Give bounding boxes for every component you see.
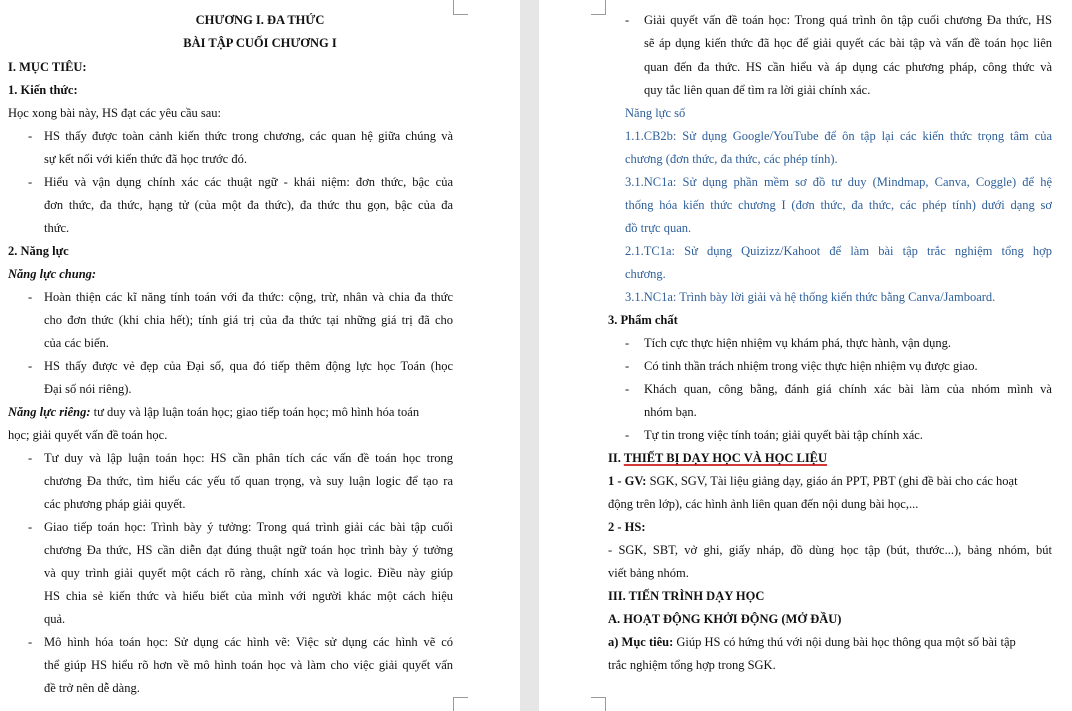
subheading-nang-luc: 2. Năng lực	[8, 244, 69, 258]
bullet-text: đơn thức, đa thức, hạng tử (của một đa thức), đa thức thu gọn, bậc của đa	[44, 198, 453, 212]
margin-corner-marker	[591, 697, 606, 711]
inline-label: a) Mục tiêu:	[608, 635, 674, 649]
bullet-text: Mô hình hóa toán học: Sử dụng các hình vẽ: Việc sử dụng các hình vẽ có	[44, 635, 453, 649]
bullet-dash: -	[28, 451, 33, 465]
bullet-text: Tự tin trong việc tính toán; giải quyết bài tập chính xác.	[644, 428, 923, 442]
section-heading-thiet-bi	[608, 451, 827, 466]
bullet-text: Tích cực thực hiện nhiệm vụ khám phá, thực hành, vận dụng.	[644, 336, 952, 350]
subheading-nang-luc-chung: Năng lực chung:	[8, 267, 97, 281]
bullet-dash: -	[625, 13, 630, 27]
bullet-text: chương Đa thức, tìm hiểu các yếu tố quan trọng, và suy luận logic để tạo ra	[44, 474, 453, 488]
paragraph-nang-luc-rieng	[8, 405, 453, 420]
bullet-text: Giao tiếp toán học: Trình bày ý tưởng: Trong quá trình giải các bài tập cuối	[44, 520, 453, 534]
lesson-title: BÀI TẬP CUỐI CHƯƠNG I	[183, 36, 337, 50]
paragraph-muc-tieu	[608, 635, 1052, 650]
subheading-hs: 2 - HS:	[608, 520, 646, 534]
digital-competence-text: 3.1.NC1a: Trình bày lời giải và hệ thống kiến thức bằng Canva/Jamboard.	[625, 290, 996, 304]
paragraph-text: động trên lớp), các hình ảnh liên quan đến nội dung bài học,...	[608, 497, 919, 511]
section-title-underlined: THIẾT BỊ DẠY HỌC VÀ HỌC LIỆU	[623, 451, 828, 465]
bullet-text: Đại số nói riêng).	[44, 382, 132, 396]
section-heading-tien-trinh: III. TIẾN TRÌNH DẠY HỌC	[608, 589, 765, 603]
inline-text: SGK, SGV, Tài liệu giảng dạy, giáo án PPT, PBT (ghi đề bài cho các hoạt	[646, 474, 1018, 488]
bullet-text: Hoàn thiện các kĩ năng tính toán với đa thức: cộng, trừ, nhân và chia đa thức	[44, 290, 453, 304]
bullet-text: chương Đa thức, HS cần diễn đạt đúng thuật ngữ toán học trình bày ý tưởng	[44, 543, 453, 557]
bullet-dash: -	[28, 290, 33, 304]
bullet-text: cho đơn thức (khi chia hết); tính giá trị của đa thức tại những giá trị đã cho	[44, 313, 453, 327]
bullet-dash: -	[28, 129, 33, 143]
bullet-text: thức.	[44, 221, 70, 235]
document-page-right	[539, 0, 1072, 711]
digital-competence-text: đồ trực quan.	[625, 221, 692, 235]
digital-competence-text: chương.	[625, 267, 666, 281]
chapter-title: CHƯƠNG I. ĐA THỨC	[195, 13, 325, 27]
bullet-text: HS chia sẻ kiến thức và hiểu biết của mình với người khác một cách hiệu	[44, 589, 453, 603]
bullet-dash: -	[625, 336, 630, 350]
bullet-dash: -	[28, 520, 33, 534]
inline-label: Năng lực riêng:	[8, 405, 91, 419]
margin-corner-marker	[453, 697, 468, 711]
bullet-dash: -	[28, 359, 33, 373]
document-page-left	[0, 0, 520, 711]
margin-corner-marker	[591, 0, 606, 15]
bullet-text: Khách quan, công bằng, đánh giá chính xác bài làm của nhóm mình và	[644, 382, 1052, 396]
section-number: II.	[608, 451, 624, 465]
subheading-kien-thuc: 1. Kiến thức:	[8, 83, 78, 97]
bullet-text: Hiểu và vận dụng chính xác các thuật ngữ - khái niệm: đơn thức, bậc của	[44, 175, 453, 189]
bullet-text: của các biến.	[44, 336, 109, 350]
bullet-dash: -	[28, 175, 33, 189]
bullet-text: HS thấy được toàn cảnh kiến thức trong chương, các quan hệ giữa chúng và	[44, 129, 453, 143]
bullet-text: Có tinh thần trách nhiệm trong việc thực hiện nhiệm vụ được giao.	[644, 359, 978, 373]
bullet-text: quy tắc liên quan để tìm ra lời giải chính xác.	[644, 83, 871, 97]
bullet-dash: -	[625, 382, 630, 396]
bullet-text: Giải quyết vấn đề toán học: Trong quá trình ôn tập cuối chương Đa thức, HS	[644, 13, 1052, 27]
inline-text: tư duy và lập luận toán học; giao tiếp toán học; mô hình hóa toán	[90, 405, 420, 419]
bullet-text: thể giúp HS hiểu rõ hơn về mô hình toán học và làm cho việc giải quyết vấn	[44, 658, 453, 672]
bullet-dash: -	[625, 359, 630, 373]
paragraph-text: Học xong bài này, HS đạt các yêu cầu sau:	[8, 106, 222, 120]
bullet-dash: -	[625, 428, 630, 442]
bullet-text: và quy trình giải quyết một cách rõ ràng, chính xác và logic. Điều này giúp	[44, 566, 453, 580]
inline-text: Giúp HS có hứng thú với nội dung bài học thông qua một số bài tập	[673, 635, 1016, 649]
bullet-text: quả.	[44, 612, 66, 626]
bullet-text: quan đến đa thức. HS cần hiểu và áp dụng các phương pháp, công thức và	[644, 60, 1052, 74]
inline-label: 1 - GV:	[608, 474, 647, 488]
digital-competence-text: 3.1.NC1a: Sử dụng phần mềm sơ đồ tư duy (Mindmap, Canva, Coggle) để hệ	[625, 175, 1052, 189]
bullet-text: các phương pháp giải quyết.	[44, 497, 186, 511]
bullet-text: sự kết nối với kiến thức đã học trước đó.	[44, 152, 247, 166]
digital-competence-text: chương (đơn thức, đa thức, các phép tính).	[625, 152, 838, 166]
bullet-text: Tư duy và lập luận toán học: HS cần phân tích các vấn đề toán học trong	[44, 451, 453, 465]
paragraph-text: - SGK, SBT, vở ghi, giấy nháp, đồ dùng học tập (bút, thước...), bảng nhóm, bút	[608, 543, 1052, 557]
subheading-hoat-dong: A. HOẠT ĐỘNG KHỞI ĐỘNG (MỞ ĐẦU)	[608, 612, 842, 626]
subheading-pham-chat: 3. Phẩm chất	[608, 313, 678, 327]
digital-competence-heading: Năng lực số	[625, 106, 686, 120]
bullet-text: HS thấy được vẻ đẹp của Đại số, qua đó tiếp thêm động lực học Toán (học	[44, 359, 453, 373]
bullet-text: sẽ áp dụng kiến thức đã học để giải quyết các bài tập và vấn đề toán học liên	[644, 36, 1052, 50]
paragraph-text: viết bảng nhóm.	[608, 566, 689, 580]
section-heading-muc-tieu: I. MỤC TIÊU:	[8, 60, 87, 74]
paragraph-text: trắc nghiệm tổng hợp trong SGK.	[608, 658, 776, 672]
paragraph-text: học; giải quyết vấn đề toán học.	[8, 428, 168, 442]
digital-competence-text: 2.1.TC1a: Sử dụng Quizizz/Kahoot để làm bài tập trắc nghiệm tổng hợp	[625, 244, 1052, 258]
digital-competence-text: thống hóa kiến thức chương I (đơn thức, đa thức, các phép tính) dưới dạng sơ	[625, 198, 1052, 212]
bullet-text: đề trở nên dễ dàng.	[44, 681, 140, 695]
digital-competence-text: 1.1.CB2b: Sử dụng Google/YouTube để ôn tập lại các kiến thức trọng tâm của	[625, 129, 1052, 143]
paragraph-gv	[608, 474, 1052, 489]
bullet-text: nhóm bạn.	[644, 405, 697, 419]
bullet-dash: -	[28, 635, 33, 649]
